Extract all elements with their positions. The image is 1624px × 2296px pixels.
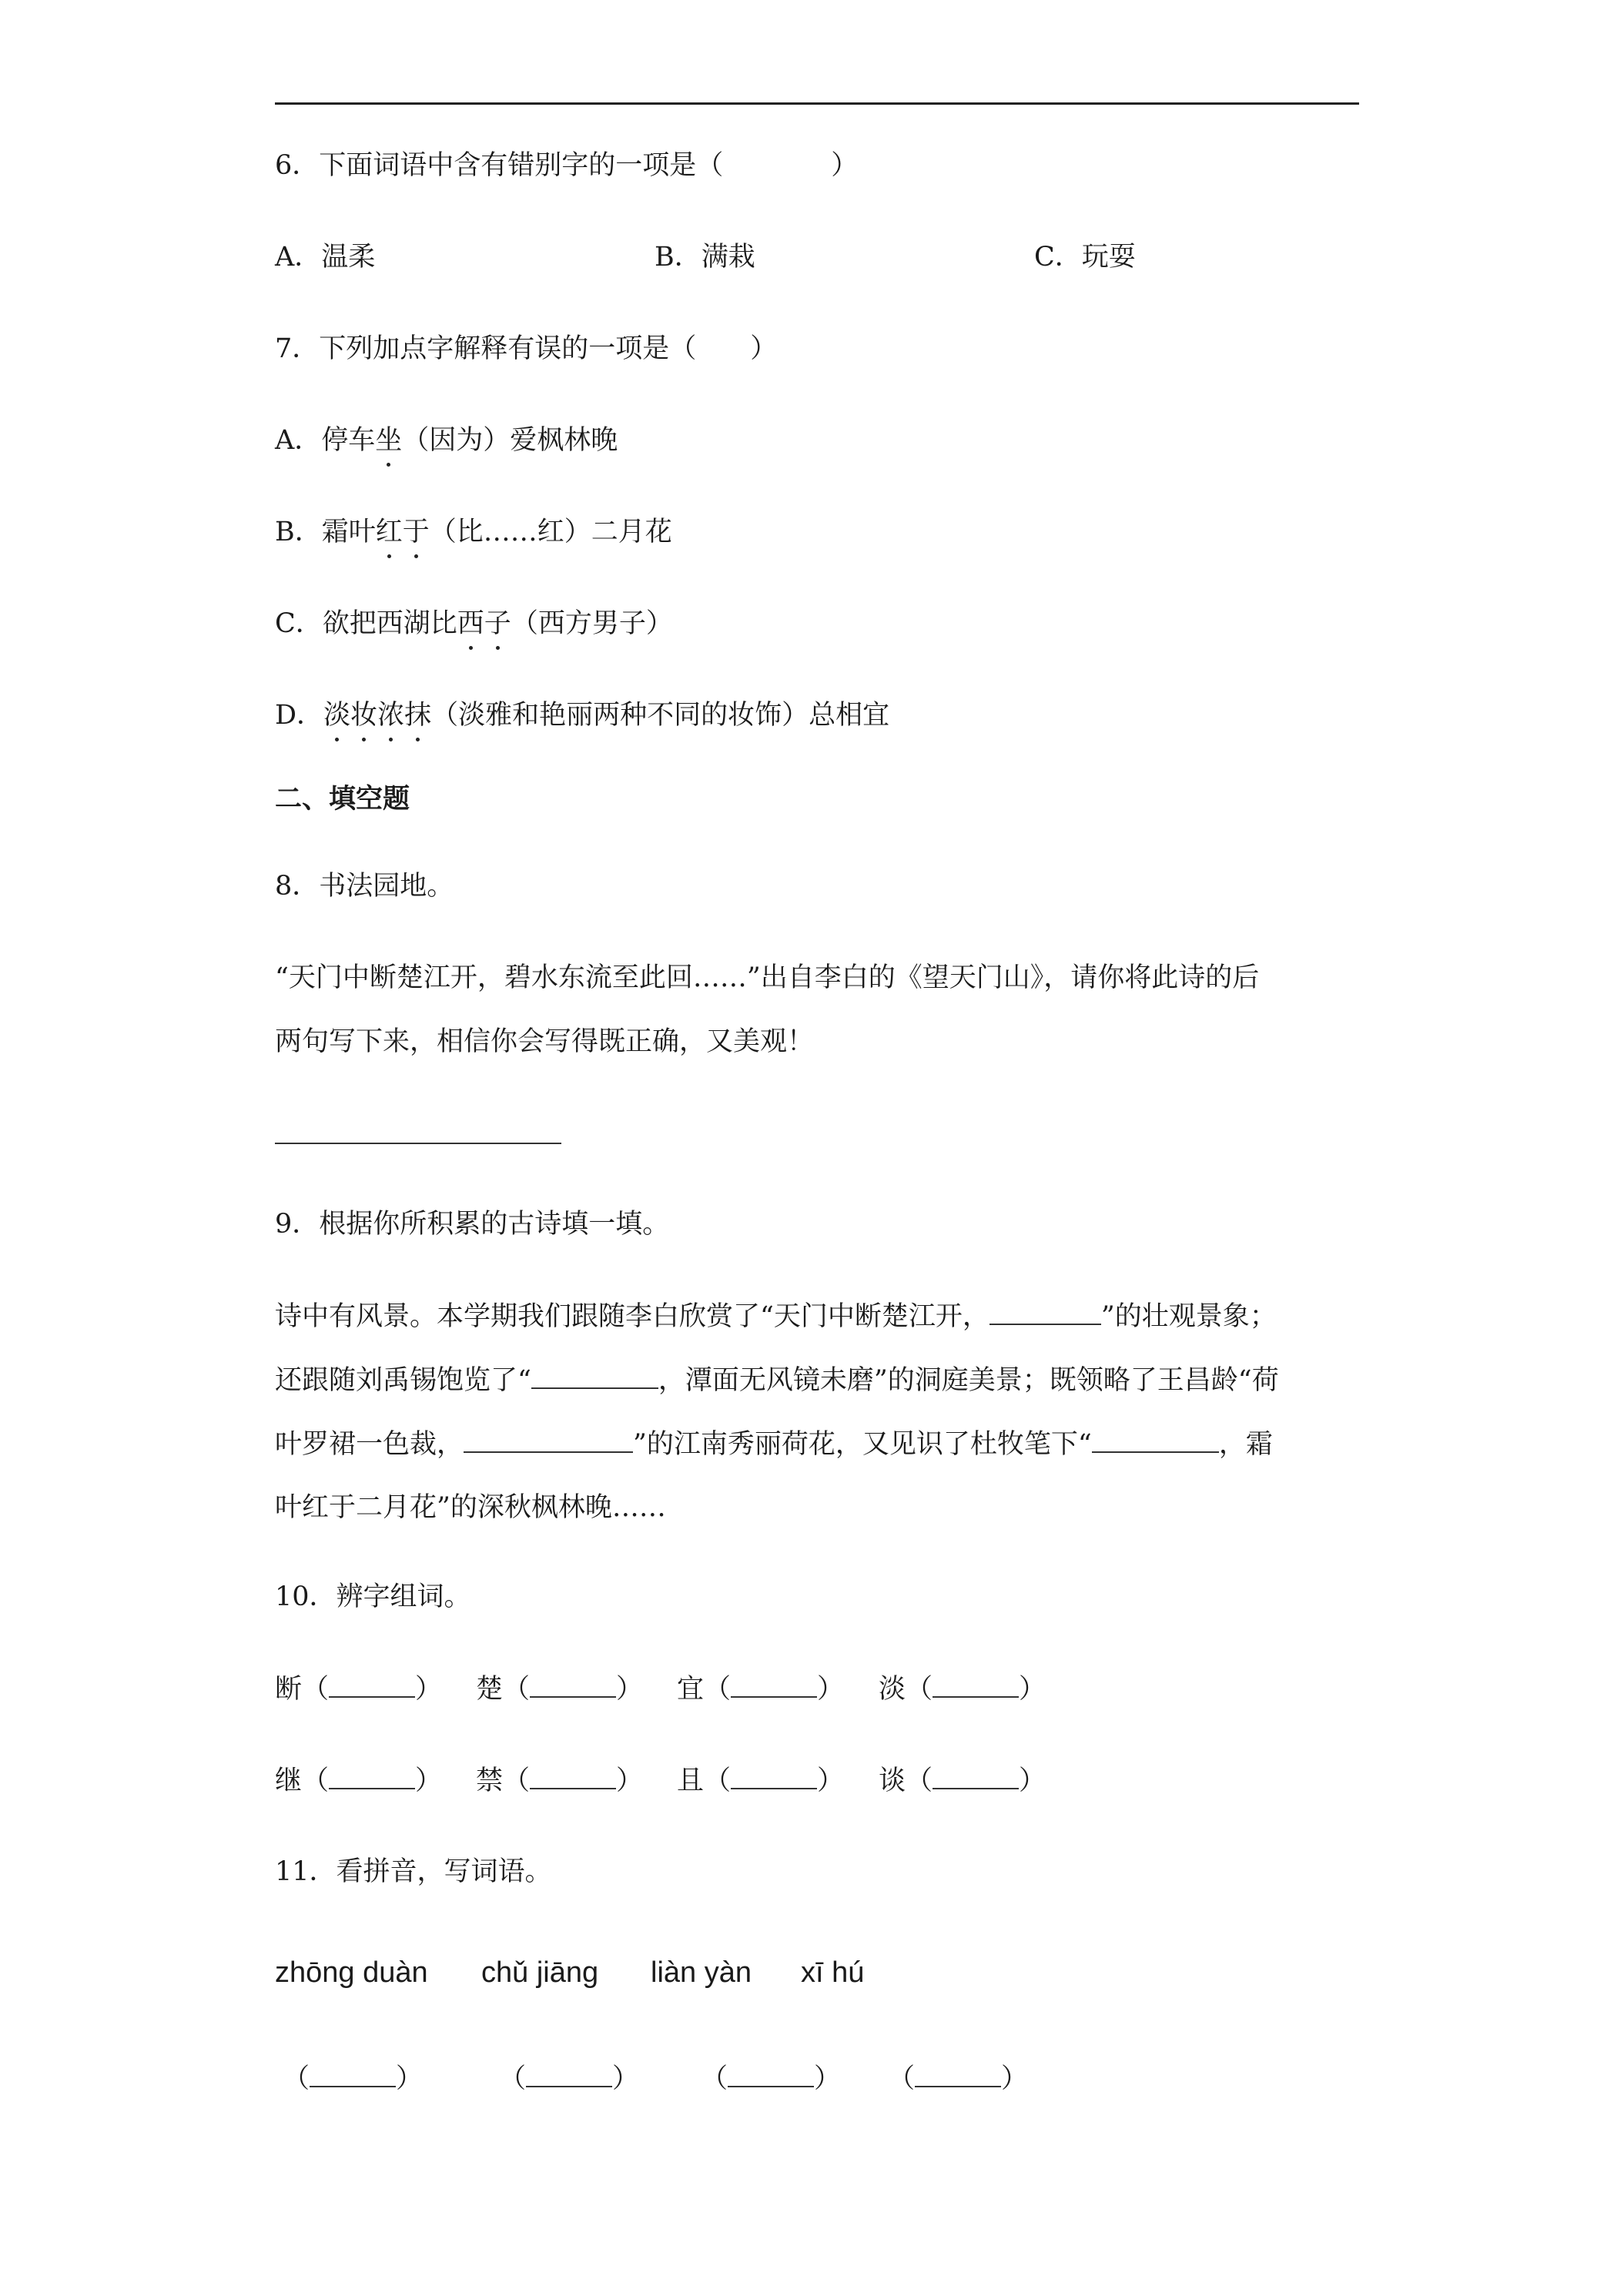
q6-option-a: A．温柔 [275, 242, 376, 273]
q9-blank-4[interactable] [1092, 1428, 1219, 1453]
paren-close: ） [1019, 1766, 1046, 1796]
q7-option-d [275, 700, 889, 731]
paren-close: ） [415, 1766, 443, 1796]
q10-item [476, 1765, 643, 1796]
q9-text-2a: 还跟随刘禹锡饱览了“ [275, 1365, 531, 1396]
q9-line-1 [275, 1300, 1277, 1332]
q10-blank[interactable] [329, 1673, 415, 1698]
paren-close: ） [1001, 2063, 1029, 2094]
emphasis-char: 于 [402, 517, 430, 547]
q10-blank[interactable] [329, 1765, 415, 1789]
q11-stem: 11．看拼音，写词语。 [275, 1856, 552, 1887]
q10-char: 且 [677, 1766, 705, 1796]
q11-pinyin: xī hú [801, 1956, 865, 1989]
q10-item [677, 1673, 844, 1705]
q7-d-suffix: （淡雅和艳丽两种不同的妆饰）总相宜 [431, 700, 890, 731]
emphasis-char: 西 [457, 608, 484, 639]
emphasis-char: 红 [375, 517, 403, 547]
paren-open: （ [906, 1766, 933, 1796]
q6-option-c: C．玩耍 [1034, 242, 1136, 273]
q10-blank[interactable] [731, 1673, 817, 1698]
q7-a-prefix: A．停车 [275, 425, 376, 456]
q11-pinyin: zhōng duàn [275, 1956, 428, 1989]
q10-blank[interactable] [731, 1765, 817, 1789]
q10-blank[interactable] [933, 1765, 1019, 1789]
q9-text-3c: ，霜 [1218, 1429, 1273, 1460]
q9-line-2 [275, 1364, 1279, 1396]
q7-option-a [275, 425, 618, 456]
paren-close: ） [612, 2063, 640, 2094]
paren-close: ） [814, 2063, 842, 2094]
paren-close: ） [415, 1674, 443, 1705]
paren-open: （ [888, 2063, 916, 2094]
emphasis-char: 浓 [377, 700, 405, 731]
q11-blank[interactable] [310, 2063, 396, 2087]
q10-blank[interactable] [530, 1673, 616, 1698]
q10-item [879, 1765, 1046, 1796]
paren-close: ） [817, 1674, 845, 1705]
q9-blank-1[interactable] [989, 1300, 1101, 1325]
q6-option-b: B．满栽 [655, 242, 755, 273]
q10-blank[interactable] [933, 1673, 1019, 1698]
paren-close: ） [1019, 1674, 1046, 1705]
q11-answer [283, 2063, 423, 2094]
q10-item [677, 1765, 844, 1796]
emphasis-char: 妆 [350, 700, 378, 731]
paren-open: （ [503, 1674, 531, 1705]
q11-pinyin: liàn yàn [651, 1956, 752, 1989]
q7-b-prefix: B．霜叶 [275, 517, 376, 547]
q7-stem: 7．下列加点字解释有误的一项是（ ） [275, 333, 778, 364]
q7-c-suffix: （西方男子） [511, 608, 673, 639]
header-rule [275, 102, 1359, 105]
q11-blank[interactable] [526, 2063, 612, 2087]
paren-open: （ [503, 1766, 531, 1796]
q7-b-dotted-1 [376, 517, 430, 547]
q10-stem: 10．辨字组词。 [275, 1581, 471, 1612]
emphasis-char: 淡 [323, 700, 351, 731]
q9-text-3b: ”的江南秀丽荷花，又见识了杜牧笔下“ [633, 1429, 1092, 1460]
q7-c-prefix: C．欲把西湖比 [275, 608, 457, 639]
q10-char: 宜 [677, 1674, 705, 1705]
q7-c-dotted [457, 608, 511, 639]
q9-line-4: 叶红于二月花”的深秋枫林晚…… [275, 1492, 666, 1523]
paren-open: （ [283, 2063, 310, 2094]
q8-line-1: “天门中断楚江开，碧水东流至此回……”出自李白的《望天门山》，请你将此诗的后 [275, 962, 1260, 993]
q7-option-b [275, 517, 672, 547]
q9-text-1a: 诗中有风景。本学期我们跟随李白欣赏了“天门中断楚江开， [275, 1301, 989, 1332]
q7-b-suffix: （比……红）二月花 [429, 517, 672, 547]
q10-char: 断 [275, 1674, 303, 1705]
paren-open: （ [701, 2063, 728, 2094]
paren-open: （ [302, 1674, 330, 1705]
emphasis-char: 抹 [404, 700, 432, 731]
q11-answer [499, 2063, 639, 2094]
q9-line-3 [275, 1428, 1273, 1460]
paren-close: ） [817, 1766, 845, 1796]
q10-char: 楚 [476, 1674, 504, 1705]
q7-option-c [275, 608, 673, 639]
section-title: 二、填空题 [275, 783, 410, 815]
q10-item [879, 1673, 1046, 1705]
q10-char: 禁 [476, 1766, 504, 1796]
q11-blank[interactable] [915, 2063, 1001, 2087]
q11-blank[interactable] [728, 2063, 814, 2087]
q8-stem: 8．书法园地。 [275, 871, 454, 902]
q7-a-suffix: （因为）爱枫林晚 [402, 425, 618, 456]
paren-close: ） [616, 1766, 644, 1796]
paren-open: （ [704, 1766, 732, 1796]
q11-answer [888, 2063, 1028, 2094]
q7-d-dotted [323, 700, 431, 731]
q10-item [275, 1673, 442, 1705]
paren-open: （ [499, 2063, 527, 2094]
q10-blank[interactable] [530, 1765, 616, 1789]
q7-d-prefix: D． [275, 700, 324, 731]
q9-text-2b: ，潭面无风镜未磨”的洞庭美景；既领略了王昌龄“荷 [658, 1365, 1279, 1396]
q9-stem: 9．根据你所积累的古诗填一填。 [275, 1209, 670, 1240]
q9-text-3a: 叶罗裙一色裁， [275, 1429, 464, 1460]
q9-text-1b: ”的壮观景象； [1100, 1301, 1277, 1332]
q7-a-dotted: 坐 [375, 425, 403, 456]
q9-blank-2[interactable] [531, 1364, 658, 1389]
paren-open: （ [704, 1674, 732, 1705]
q9-blank-3[interactable] [464, 1428, 633, 1453]
emphasis-char: 子 [484, 608, 511, 639]
q11-pinyin: chǔ jiāng [481, 1956, 599, 1989]
q6-stem: 6．下面词语中含有错别字的一项是（ ） [275, 150, 859, 181]
q10-item [476, 1673, 643, 1705]
paren-close: ） [396, 2063, 424, 2094]
q11-answer [701, 2063, 841, 2094]
q8-answer-line[interactable] [275, 1143, 561, 1144]
paren-close: ） [616, 1674, 644, 1705]
q10-item [275, 1765, 442, 1796]
q8-line-2: 两句写下来，相信你会写得既正确，又美观！ [275, 1026, 815, 1057]
q10-char: 淡 [879, 1674, 906, 1705]
paren-open: （ [906, 1674, 933, 1705]
paren-open: （ [302, 1766, 330, 1796]
q10-char: 谈 [879, 1766, 906, 1796]
q10-char: 继 [275, 1766, 303, 1796]
